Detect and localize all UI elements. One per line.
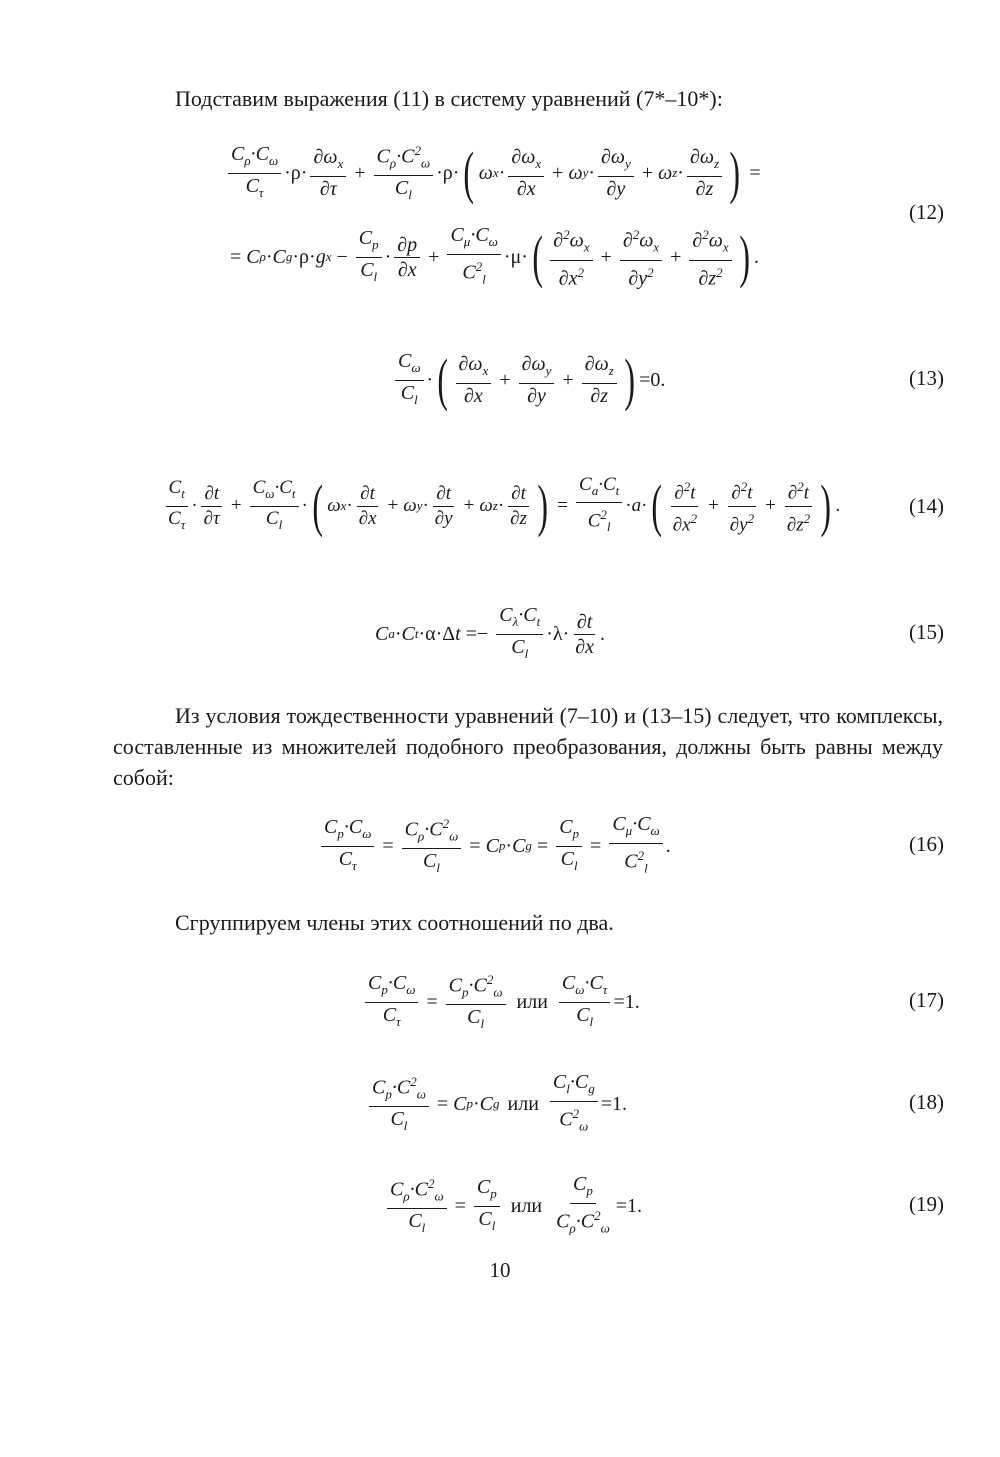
or-word: или [516,990,548,1013]
equation-15-number: (15) [909,620,944,644]
equation-17-number: (17) [909,988,944,1012]
equation-12-number: (12) [909,200,944,224]
equation-19-number: (19) [909,1192,944,1216]
equation-19-body: $\frac{C_\rho\cdot C^2_\omega}{C_l}$ = $\frac{C_p}{C_l}$ или $\frac{C_p}{C_\rho\cdot C^2_\omega}$ =1. [384,1166,642,1246]
equation-18-number: (18) [909,1090,944,1114]
equation-13-number: (13) [909,366,944,390]
equation-15-body: C a · C t ·α·Δ t =− $\frac{C_\lambda\cdot C_t}{C_l}$ ·λ· $\frac{\partial t}{\partial x}$ . [375,603,606,661]
or-word: или [507,1092,539,1115]
equation-12-line-1: $\frac{C_\rho\cdot C_\omega}{C_\tau}$ ·ρ· $\frac{\partial\omega_x}{\partial\tau}$ + $\frac{C_\rho\cdot C^2_\omega}{C_l}$ ·ρ· ( ω x · $\frac{\partial\omega_x}{\partial x}$ + ω y · $\frac{\partial\omega_y}{\partial y}$ + ω z · $\frac{\partial\omega_z}{\partial z}$ ) = [225,128,766,218]
equation-14-body: $\frac{C_t}{C_\tau}$ · $\frac{\partial t}{\partial\tau}$ + $\frac{C_\omega\cdot C_t}{C_l}$ · ( ω x · $\frac{\partial t}{\partial x}$ + ω y · $\frac{\partial t}{\partial y}$ + ω z · $\frac{\partial t}{\partial z}$ ) = $\frac{C_a\cdot C_t}{C^2_l}$ · a · ( $\frac{\partial^2t}{\partial x^2}$ + $\frac{\partial^2t}{\partial y^2}$ + $\frac{\partial^2t}{\partial z^2}$ ) . [162,466,840,546]
equation-18-body: $\frac{C_p\cdot C^2_\omega}{C_l}$ = C p · C g или $\frac{C_l\cdot C_g}{C^2_\omega}$ =1. [366,1064,627,1144]
equation-13-body: $\frac{C_\omega}{C_l}$ · ( $\frac{\partial\omega_x}{\partial x}$ + $\frac{\partial\omega_y}{\partial y}$ + $\frac{\partial\omega_z}{\partial z}$ ) =0. [392,340,665,420]
equation-14-number: (14) [909,494,944,518]
equation-16-number: (16) [909,832,944,856]
intro-line: Подставим выражения (11) в систему уравнений (7*–10*): [175,86,723,111]
equation-12-line-2: = C ρ · C g ·ρ· g x − $\frac{C_p}{C_l}$ · $\frac{\partial p}{\partial x}$ + $\frac{C_\mu\cdot C_\omega}{C^2_l}$ ·μ· ( $\frac{\partial^2\omega_x}{\partial x^2}$ + $\frac{\partial^2\omega_x}{\partial y^2}$ + $\frac{\partial^2\omega_x}{\partial z^2}$ ) . [230,223,760,290]
or-word: или [510,1194,543,1217]
page-number: 10 [489,1258,511,1282]
conclusion-paragraph: Из условия тождественности уравнений (7–10) и (13–15) следует, что комплексы, составленные из множителей подобного преобразования, должны быть равны между собой: [113,703,943,790]
equation-17-body: $\frac{C_p\cdot C_\omega}{C_\tau}$ = $\frac{C_p\cdot C^2_\omega}{C_l}$ или $\frac{C_\omega\cdot C_\tau}{C_l}$ =1. [362,962,640,1042]
equation-16-body: $\frac{C_p\cdot C_\omega}{C_\tau}$ = $\frac{C_\rho\cdot C^2_\omega}{C_l}$ = C p · C g = $\frac{C_p}{C_l}$ = $\frac{C_\mu\cdot C_\omega}{C^2_l}$ . [318,806,671,886]
group-line: Сгруппируем члены этих соотношений по два. [175,910,614,935]
